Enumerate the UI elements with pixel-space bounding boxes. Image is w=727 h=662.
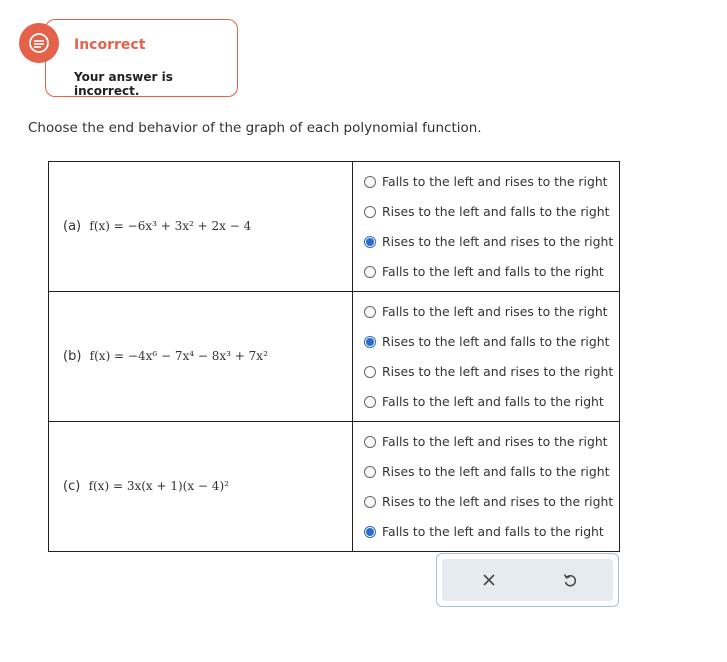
option-b-1[interactable] <box>353 297 619 327</box>
radio-button-selected[interactable] <box>364 236 376 248</box>
radio-button[interactable] <box>364 266 376 278</box>
feedback-message: Your answer is incorrect. <box>74 70 173 98</box>
clear-button[interactable] <box>469 565 509 595</box>
option-a-4[interactable] <box>353 257 619 287</box>
function-cell-a <box>49 162 353 292</box>
undo-button[interactable] <box>550 565 590 595</box>
function-cell-c <box>49 422 353 552</box>
options-cell-c <box>353 422 620 552</box>
option-label: Rises to the left and falls to the right <box>382 464 610 479</box>
radio-button[interactable] <box>364 436 376 448</box>
option-a-1[interactable] <box>353 167 619 197</box>
option-label: Rises to the left and rises to the right <box>382 494 614 509</box>
feedback-title: Incorrect <box>74 37 146 53</box>
radio-button[interactable] <box>364 176 376 188</box>
options-cell-a <box>353 162 620 292</box>
radio-button[interactable] <box>364 366 376 378</box>
question-table <box>48 161 620 552</box>
function-expression: f(x) = −4x⁶ − 7x⁴ − 8x³ + 7x² <box>89 349 268 363</box>
option-b-3[interactable] <box>353 357 619 387</box>
function-expression: f(x) = −6x³ + 3x² + 2x − 4 <box>89 219 252 233</box>
action-bar-inner <box>442 559 613 601</box>
feedback-box <box>45 19 238 97</box>
options-cell-b <box>353 292 620 422</box>
option-label: Falls to the left and falls to the right <box>382 524 604 539</box>
radio-button-selected[interactable] <box>364 526 376 538</box>
option-label: Falls to the left and falls to the right <box>382 264 604 279</box>
option-a-3[interactable] <box>353 227 619 257</box>
radio-button[interactable] <box>364 306 376 318</box>
question-row-a <box>49 162 620 292</box>
option-label: Rises to the left and falls to the right <box>382 204 610 219</box>
radio-button[interactable] <box>364 396 376 408</box>
radio-button-selected[interactable] <box>364 336 376 348</box>
question-row-b <box>49 292 620 422</box>
option-label: Rises to the left and falls to the right <box>382 334 610 349</box>
undo-icon <box>562 572 578 588</box>
option-c-1[interactable] <box>353 427 619 457</box>
action-bar <box>436 553 619 607</box>
option-b-4[interactable] <box>353 387 619 417</box>
radio-button[interactable] <box>364 206 376 218</box>
option-b-2[interactable] <box>353 327 619 357</box>
question-prompt: Choose the end behavior of the graph of each polynomial function. <box>28 120 482 136</box>
function-expression: f(x) = 3x(x + 1)(x − 4)² <box>88 479 229 493</box>
function-label: (a) <box>63 219 82 234</box>
radio-button[interactable] <box>364 496 376 508</box>
function-label: (b) <box>63 349 82 364</box>
option-label: Falls to the left and falls to the right <box>382 394 604 409</box>
feedback-chat-icon <box>19 23 59 63</box>
question-row-c <box>49 422 620 552</box>
radio-button[interactable] <box>364 466 376 478</box>
function-label: (c) <box>63 479 81 494</box>
function-cell-b <box>49 292 353 422</box>
close-icon <box>482 573 496 587</box>
option-c-4[interactable] <box>353 517 619 547</box>
option-c-3[interactable] <box>353 487 619 517</box>
option-label: Falls to the left and rises to the right <box>382 304 608 319</box>
option-label: Falls to the left and rises to the right <box>382 174 608 189</box>
option-label: Falls to the left and rises to the right <box>382 434 608 449</box>
option-a-2[interactable] <box>353 197 619 227</box>
option-label: Rises to the left and rises to the right <box>382 234 614 249</box>
option-c-2[interactable] <box>353 457 619 487</box>
option-label: Rises to the left and rises to the right <box>382 364 614 379</box>
